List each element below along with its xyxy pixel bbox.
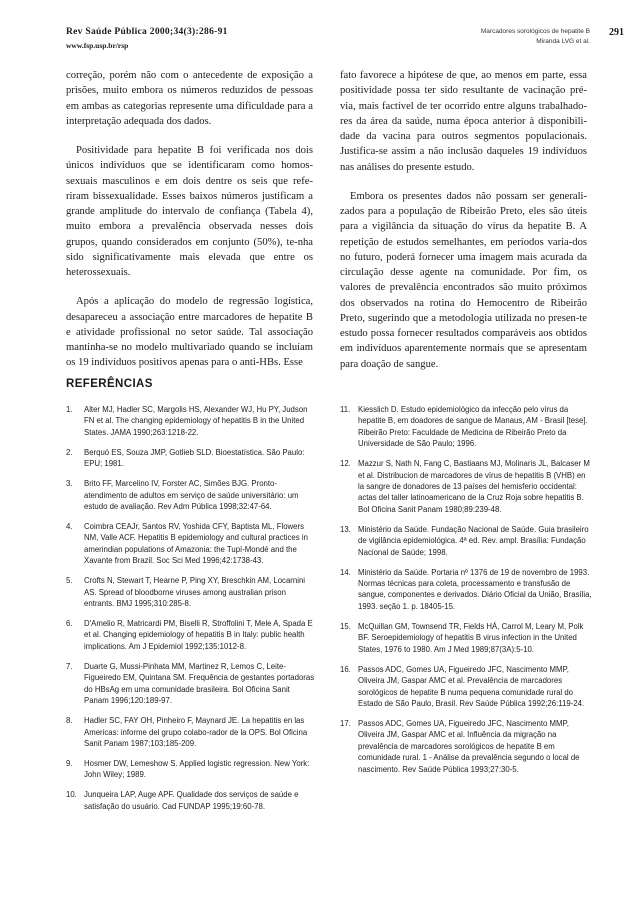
reference-number: 1.	[66, 405, 73, 414]
reference-number: 6.	[66, 619, 73, 629]
page-number: 291	[609, 27, 624, 38]
reference-text: Passos ADC, Gomes UA, Figueiredo JFC, Nascimento MMP, Oliveira JM, Gaspar AMC et al. Influência da migração na prevalência de marcadores sorológicos de hepatite B em comunidade rural. 1 - Análise da prevalência segundo o local de nascimento. Rev Saúde Pública 1993;27:30-5.	[358, 718, 580, 774]
reference-number: 2.	[66, 447, 73, 457]
references-column-left	[66, 404, 316, 821]
reference-number: 9.	[66, 758, 73, 768]
reference-text: D'Amelio R, Matricardi PM, Biselli R, Stroffolini T, Mele A, Spada E et al. Changing epidemiology of hepatitis B in Italy: public health implications. Am J Epidemiol 1992;135:1012-8.	[84, 619, 313, 651]
body-paragraph: correção, porém não com o antecedente de exposição a prisões, muito embora os números reduzidos de pessoas em ambas as categorias represente uma dificuldade para a interpretação adequada dos dados.	[66, 70, 313, 127]
reference-item	[66, 618, 316, 652]
running-head-title: Marcadores sorológicos de hepatite B	[480, 28, 590, 35]
body-paragraph: Positividade para hepatite B foi verificada nos dois únicos indivíduos que se identificaram como homos-sexuais masculinos e em dois dentre os seis que refe-riram bissexualidade. Esses baixos números justificam a grande amplitude do intervalo de confiança (Tabela 4), muito embora a prevalência observada nesses dois grupos, quando considerados em conjunto (50%), te-nha sido significativamente mais elevada que entre os heterossexuais.	[66, 145, 313, 278]
references-heading: REFERÊNCIAS	[66, 378, 153, 390]
reference-text: Berquó ES, Souza JMP, Gotlieb SLD. Bioestatística. São Paulo: EPU; 1981.	[84, 447, 305, 469]
reference-text: Hadler SC, FAY OH, Pinheiro F, Maynard JE. La hepatitis en las Americas: informe del grupo colabo-rador de la OPS. Bol Oficina Sanit Panam 1987;103:185-209.	[84, 716, 308, 748]
reference-item	[340, 458, 592, 515]
body-paragraph: Após a aplicação do modelo de regressão logística, desapareceu a associação entre marcadores de hepatite B e atividade profissional no setor saúde. Tal associação mantinha-se no modelo multivariado quando se incluíam os 19 indivíduos positivos apenas para o anti-HBs. Esse	[66, 296, 313, 369]
reference-number: 8.	[66, 716, 73, 726]
reference-item	[66, 478, 316, 512]
running-head-authors: Miranda LVG et al.	[536, 38, 590, 45]
reference-number: 7.	[66, 661, 73, 671]
reference-number: 16.	[340, 664, 351, 674]
reference-item	[66, 575, 316, 609]
reference-text: McQuillan GM, Townsend TR, Fields HÁ, Carrol M, Leary M, Polk BF. Seroepidemiology of hepatitis B virus infection in the United States, 1976 to 1980. Am J Med 1989;87(3A):5-10.	[358, 621, 584, 654]
reference-item	[66, 715, 316, 749]
reference-number: 14.	[340, 567, 351, 577]
reference-item	[340, 621, 592, 655]
running-head	[481, 27, 590, 47]
body-paragraph: fato favorece a hipótese de que, ao menos em parte, essa positividade possa ter sido resultante de vacinação pré-via, mais factível de ter ocorrido entre alguns trabalhado-res da área da saúde, numa época anterior à disponibili-dade da vacina para outros segmentos populacionais. Justifica-se assim a não inclusão daqueles 19 indivíduos nas análises do presente estudo.	[340, 70, 587, 173]
body-column-left	[66, 68, 313, 385]
reference-number: 15.	[340, 621, 351, 631]
reference-item	[66, 758, 316, 781]
reference-item	[66, 404, 316, 438]
reference-number: 12.	[340, 459, 351, 469]
reference-text: Alter MJ, Hadler SC, Margolis HS, Alexander WJ, Hu PY, Judson FN et al. The changing epidemiology of hepatitis B in the United States. JAMA 1990;263:1218-22.	[84, 405, 308, 437]
reference-text: Ministério da Saúde. Portaria nº 1376 de 19 de novembro de 1993. Normas técnicas para coleta, processamento e transfusão de sangue, componentes e derivados. Diário Oficial da União, Brasília, 1993. seção 1. p. 18405-15.	[358, 567, 592, 611]
reference-item	[66, 521, 316, 567]
reference-number: 10.	[66, 790, 77, 800]
reference-item	[66, 789, 316, 812]
reference-text: Junqueira LAP, Auge APF. Qualidade dos serviços de saúde e satisfação do usuário. Cad FUNDAP 1995;19:60-78.	[84, 790, 299, 811]
reference-text: Passos ADC, Gomes UA, Figueiredo JFC, Nascimento MMP, Oliveira JM, Gaspar AMC et al. Prevalência de marcadores sorológicos de hepatite B numa pequena comunidade rural do Estado de São Paulo, Brasil. Rev Saúde Pública 1992;26:119-24.	[358, 664, 585, 708]
body-column-right	[340, 68, 587, 386]
reference-text: Mazzur S, Nath N, Fang C, Bastiaans MJ, Molinaris JL, Balcaser M et al. Distribucion de marcadores de vírus de hepatitis B (VHB) en la sangre de donadores de 13 países del hemisferio occidental: actas del taller latinoamericano de la Cruz Roja sobre hepatitis B. Bol Oficina Sanit Panam 1980;89:239-48.	[358, 459, 590, 514]
reference-item	[66, 661, 316, 707]
body-paragraph: Embora os presentes dados não possam ser generali-zados para a população de Ribeirão Preto, eles são úteis para a vigilância da situação do vírus da hepatite B. A repetição de estudos semelhantes, em períodos varia-dos no futuro, poderá fornecer uma imagem mais acurada da circulação desse agente na comunidade. Por fim, os valores de prevalência encontrados são muito próximos dos observados na rotina do Hemocentro de Ribeirão Preto, sugerindo que a metodologia utilizada no presen-te estudo possa fornecer resultados comparáveis aos obtidos em indivíduos aparentemente normais que se apresentam para doação de sangue.	[340, 190, 587, 370]
reference-number: 17.	[340, 718, 351, 728]
reference-item	[340, 718, 592, 775]
reference-number: 3.	[66, 479, 73, 489]
journal-url[interactable]: www.fsp.usp.br/rsp	[66, 41, 129, 50]
references-column-right	[340, 404, 592, 784]
reference-text: Duarte G, Mussi-Pinhata MM, Martinez R, Lemos C, Leite-Figueiredo EM, Quintana SM. Frequência de gestantes portadoras do HBsAg em uma comunidade brasileira. Bol Oficina Sanit Panam 1996;120:189-97.	[84, 661, 315, 706]
reference-item	[340, 567, 592, 613]
reference-number: 5.	[66, 576, 73, 586]
reference-text: Brito FF, Marcelino IV, Forster AC, Simões BJG. Pronto-atendimento de adultos em serviço de saúde universitário: um estudo de avaliação. Rev Adm Pública 1998;32:47-64.	[84, 479, 299, 512]
reference-text: Crofts N, Stewart T, Hearne P, Ping XY, Breschkin AM, Locarnini AS. Spread of bloodborne viruses among australian prison entrants. BMJ 1995;310:285-8.	[84, 576, 306, 609]
reference-text: Coimbra CEAJr, Santos RV, Yoshida CFY, Baptista ML, Flowers NM, Valle ACF. Hepatitis B epidemiology and cultural practices in amerindian populations of Amazonia: the Tupí-Mondé and the Xavante from Brazil. Soc Sci Med 1996;42:1738-43.	[84, 522, 308, 566]
reference-number: 13.	[340, 524, 351, 534]
page-header	[66, 27, 624, 57]
reference-text: Hosmer DW, Lemeshow S. Applied logistic regression. New York: John Wiley; 1989.	[84, 758, 310, 780]
reference-text: Ministério da Saúde. Fundação Nacional de Saúde. Guia brasileiro de vigilância epidemiológica. 4ª ed. Rev. ampl. Brasília: Fundação Nacional de Saúde; 1998.	[358, 524, 589, 557]
reference-item	[340, 524, 592, 558]
reference-number: 11.	[340, 405, 351, 414]
reference-text: Kiesslich D. Estudo epidemiológico da infecção pelo vírus da hepatite B, em doadores de sangue de Manaus, AM - Brasil [tese]. Ribeirão Preto: Faculdade de Medicina de Ribeirão Preto da Universidade de São Paulo; 1996.	[358, 405, 588, 449]
reference-number: 4.	[66, 522, 73, 532]
journal-citation: Rev Saúde Pública 2000;34(3):286-91	[66, 27, 228, 37]
reference-item	[66, 447, 316, 470]
reference-item	[340, 664, 592, 710]
reference-item	[340, 404, 592, 450]
